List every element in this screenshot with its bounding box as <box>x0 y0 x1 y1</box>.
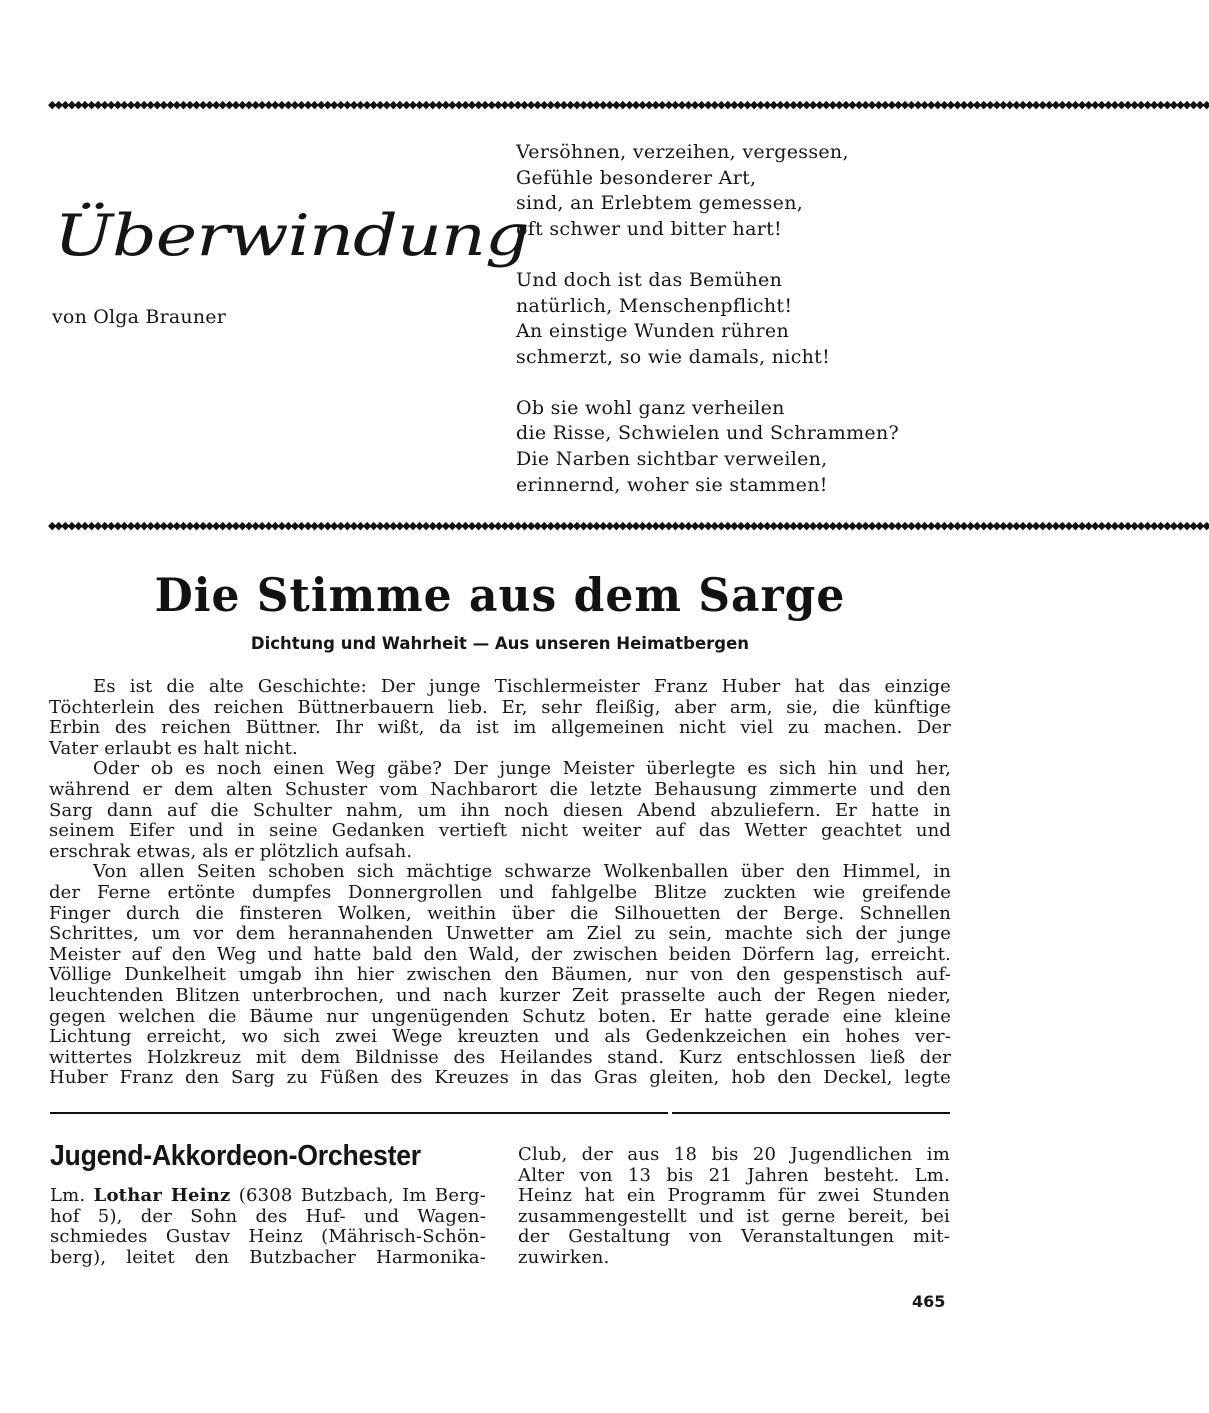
poem-line: Und doch ist das Bemühen <box>516 268 783 291</box>
page-number: 465 <box>912 1292 946 1311</box>
poem-line: Versöhnen, verzeihen, vergessen, <box>516 141 849 163</box>
story-line: während er dem alten Schuster vom Nachbarort die letzte Behausung zimmerte und den <box>49 778 951 800</box>
story-body <box>49 677 951 1089</box>
story-line: Schrittes, um vor dem herannahenden Unwetter am Ziel zu sein, machte sich der junge <box>49 923 951 945</box>
story-line: Sarg dann auf die Schulter nahm, um ihn noch diesen Abend abzuliefern. Er hatte in <box>49 799 951 821</box>
poem-stanza-3 <box>516 396 956 499</box>
story-subtitle: Dichtung und Wahrheit — Aus unseren Heimatbergen <box>250 634 750 653</box>
story-line: Finger durch die finsteren Wolken, weithin über die Silhouetten der Berge. Schnellen <box>49 902 951 924</box>
poem-line: schmerzt, so wie damals, nicht! <box>516 345 831 368</box>
svg-text:Überwindung: Überwindung <box>54 203 529 270</box>
blackletter-title-lettering <box>154 560 846 624</box>
notice-line: Club, der aus 18 bis 20 Jugendlichen im <box>518 1144 950 1165</box>
poem-line: natürlich, Menschenpflicht! <box>516 294 793 317</box>
story-line: Erbin des reichen Büttner. Ihr wißt, da ist im allgemeinen nicht viel zu machen. Der <box>49 717 951 739</box>
story-line: Völlige Dunkelheit umgab ihn hier zwischen den Bäumen, nur von den gespenstisch auf- <box>49 964 951 986</box>
notice-column-right <box>518 1145 950 1269</box>
story-line: der Ferne ertönte dumpfes Donnergrollen und fahlgelbe Blitze zuckten wie greifende <box>49 881 951 903</box>
poem-line: Die Narben sichtbar verweilen, <box>516 448 828 471</box>
poem-line: sind, an Erlebtem gemessen, <box>516 192 804 215</box>
poem-line: erinnernd, woher sie stammen! <box>516 473 828 496</box>
notice-line: berg), leitet den Butzbacher Harmonika- <box>50 1246 486 1268</box>
notice-title: Jugend-Akkordeon-Orchester <box>50 1140 421 1172</box>
story-line: Lichtung erreicht, wo sich zwei Wege kreuzten und als Gedenkzeichen ein hohes ver- <box>49 1026 951 1048</box>
story-line: gegen welchen die Bäume nur ungenügenden Schutz boten. Er hatte gerade eine kleine <box>49 1005 951 1027</box>
poem-line: Ob sie wohl ganz verheilen <box>516 396 785 419</box>
story-line: leuchtenden Blitzen unterbrochen, und nach kurzer Zeit prasselte auch der Regen nieder, <box>49 984 951 1006</box>
notice-first-line-rest: (6308 Butzbach, Im Berg- <box>230 1185 487 1206</box>
notice-column-left <box>50 1186 486 1268</box>
svg-text:Die Stimme aus dem Sarge: Die Stimme aus dem Sarge <box>154 567 846 623</box>
poem-title <box>50 182 529 292</box>
story-line: seinem Eifer und in seine Gedanken vertieft nicht weiter auf das Wetter geachtet und <box>49 820 951 842</box>
poem-stanza-1 <box>516 140 956 243</box>
poem-stanza-2 <box>516 268 956 371</box>
divider-rule-right <box>672 1112 950 1114</box>
poem-text <box>516 140 956 523</box>
notice-line <box>50 1186 486 1207</box>
notice-line: zusammengestellt und ist gerne bereit, bei <box>518 1205 950 1227</box>
story-line: erschrak etwas, als er plötzlich aufsah. <box>49 840 413 862</box>
story-line: Oder ob es noch einen Weg gäbe? Der junge Meister überlegte es sich hin und her, <box>93 758 951 780</box>
notice-line: der Gestaltung von Veranstaltungen mit- <box>518 1226 950 1248</box>
ornament-border-middle: ◆◆◆◆◆◆◆◆◆◆◆◆◆◆◆◆◆◆◆◆◆◆◆◆◆◆◆◆◆◆◆◆◆◆◆◆◆◆◆◆◆◆◆◆◆◆◆◆◆◆◆◆◆◆◆◆◆◆◆◆◆◆◆◆◆◆◆◆◆◆◆◆◆◆◆◆◆◆◆◆◆◆◆◆◆◆◆◆◆◆◆◆◆◆◆◆◆◆◆◆◆◆◆◆◆◆◆◆◆◆◆◆◆◆◆◆◆◆◆◆◆◆◆◆◆◆◆◆◆◆◆◆◆◆◆◆◆◆◆◆◆◆◆◆◆◆◆◆◆◆◆◆◆◆◆◆◆◆◆◆◆◆◆◆◆◆◆◆◆◆◆◆◆◆◆◆◆ <box>48 519 1209 532</box>
notice-line: Heinz hat ein Programm für zwei Stunden <box>518 1185 950 1207</box>
person-name: Lothar Heinz <box>93 1185 231 1206</box>
story-line: Es ist die alte Geschichte: Der junge Tischlermeister Franz Huber hat das einzige <box>93 676 951 697</box>
story-line: Vater erlaubt es halt nicht. <box>49 737 298 759</box>
notice-line: zuwirken. <box>518 1246 610 1268</box>
ornament-border-top: ◆◆◆◆◆◆◆◆◆◆◆◆◆◆◆◆◆◆◆◆◆◆◆◆◆◆◆◆◆◆◆◆◆◆◆◆◆◆◆◆◆◆◆◆◆◆◆◆◆◆◆◆◆◆◆◆◆◆◆◆◆◆◆◆◆◆◆◆◆◆◆◆◆◆◆◆◆◆◆◆◆◆◆◆◆◆◆◆◆◆◆◆◆◆◆◆◆◆◆◆◆◆◆◆◆◆◆◆◆◆◆◆◆◆◆◆◆◆◆◆◆◆◆◆◆◆◆◆◆◆◆◆◆◆◆◆◆◆◆◆◆◆◆◆◆◆◆◆◆◆◆◆◆◆◆◆◆◆◆◆◆◆◆◆◆◆◆◆◆◆◆◆◆◆◆◆◆ <box>48 98 1209 111</box>
notice-prefix: Lm. <box>50 1185 94 1206</box>
story-line: Töchterlein des reichen Büttnerbauern lieb. Er, sehr fleißig, aber arm, sie, die künftige <box>49 696 951 718</box>
notice-line: hof 5), der Sohn des Huf- und Wagen- <box>50 1205 486 1227</box>
poem-author: von Olga Brauner <box>52 306 227 328</box>
notice-line: Alter von 13 bis 21 Jahren besteht. Lm. <box>518 1164 950 1186</box>
poem-line: die Risse, Schwielen und Schrammen? <box>516 422 899 445</box>
poem-line: Gefühle besonderer Art, <box>516 166 757 189</box>
divider-rule-left <box>50 1112 668 1114</box>
story-line: Meister auf den Weg und hatte bald den Wald, der zwischen beiden Dörfern lag, erreicht. <box>49 943 951 965</box>
story-line: wittertes Holzkreuz mit dem Bildnisse des Heilandes stand. Kurz entschlossen ließ der <box>49 1046 951 1068</box>
story-line: Huber Franz den Sarg zu Füßen des Kreuzes in das Gras gleiten, hob den Deckel, legte <box>49 1067 951 1089</box>
notice-line: schmiedes Gustav Heinz (Mährisch-Schön- <box>50 1226 486 1248</box>
story-title <box>0 560 1000 628</box>
story-line: Von allen Seiten schoben sich mächtige schwarze Wolkenballen über den Himmel, in <box>93 861 951 883</box>
poem-line: An einstige Wunden rühren <box>516 320 789 343</box>
poem-line: oft schwer und bitter hart! <box>516 218 782 241</box>
script-title-lettering <box>50 182 529 292</box>
